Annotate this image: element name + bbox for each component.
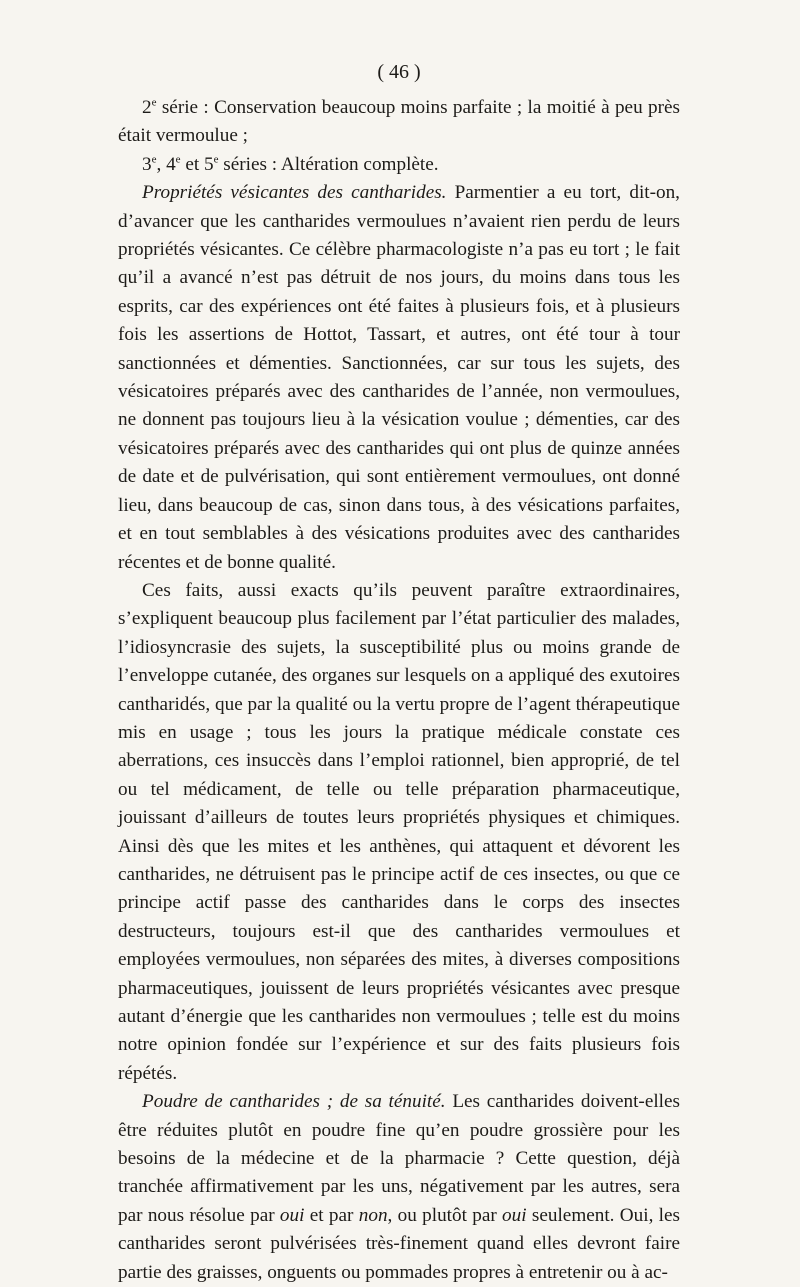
document-page	[118, 58, 680, 1287]
series-5-number: 5	[204, 153, 214, 175]
series-4-number: 4	[166, 153, 176, 175]
series-5-sup: e	[213, 153, 219, 166]
page-number: ( 46 )	[377, 61, 421, 83]
series-sep-1: ,	[156, 153, 167, 175]
powder-oui-1: oui	[279, 1204, 305, 1226]
series-2-text: série : Conservation beaucoup moins parfaite ; la moitié à peu près était vermoulue ;	[118, 97, 680, 147]
section-text-vesicant: Parmentier a eu tort, dit-on, d’avancer que les cantharides vermoulues n’avaient rien perdu de leurs propriétés vésicantes. Ce célèbre pharmacologiste n’a pas eu tort ; le fait qu’il a avancé n’est pas détruit de nos jours, du moins dans tous les esprits, car des expériences ont été faites à plusieurs fois, et à plusieurs fois les assertions de Hottot, Tassart, et autres, ont été tour à tour sanctionnées et démenties. Sanctionnées, car sur tous les sujets, des vésicatoires préparés avec des cantharides de l’année, non vermoulues, ne donnent pas toujours lieu à la vésication voulue ; démenties, car des vésicatoires préparés avec des cantharides qui ont plus de quinze années de date et de pulvérisation, qui sont entièrement vermoulues, ont donné lieu, dans beaucoup de cas, sinon dans tous, à des vésications parfaites, et en tout semblables à des vésications produites avec des cantharides récentes et de bonne qualité.	[118, 182, 680, 573]
series-2-sup: e	[151, 96, 157, 109]
series-sep-2: et	[180, 153, 205, 175]
section-heading-powder: Poudre de cantharides ; de sa ténuité.	[142, 1091, 446, 1113]
powder-non: non	[358, 1204, 388, 1226]
powder-oui-2: oui	[502, 1204, 527, 1226]
series-3-number: 3	[142, 153, 152, 175]
paragraph-powder	[118, 1088, 680, 1287]
series-345-text: séries : Altération complète.	[218, 153, 439, 175]
powder-text-a: Les cantharides doivent-elles être réduites plutôt en poudre fine qu’en poudre grossière pour les besoins de la médecine et de la pharmacie ? Cette question, déjà tranchée affirmativement par les uns, négativement par les autres, sera par nous résolue par	[118, 1091, 680, 1226]
section-heading-vesicant: Propriétés vésicantes des cantharides.	[142, 182, 447, 204]
series-2-number: 2	[142, 97, 152, 118]
powder-text-d: seulement. Oui, les cantharides seront pulvérisées très-finement quand elles devront faire partie des graisses, onguents ou pommades propres à entretenir ou à ac-	[118, 1204, 680, 1283]
series-345-line	[118, 151, 680, 179]
powder-text-c: , ou plutôt par	[387, 1204, 503, 1226]
section-text-facts: Ces faits, aussi exacts qu’ils peuvent paraître extraordinaires, s’expliquent beaucoup plus facilement par l’état particulier des malades, l’idiosyncrasie des sujets, la susceptibilité plus ou moins grande de l’enveloppe cutanée, des organes sur lesquels on a appliqué des exutoires cantharidés, que par la qualité ou la vertu propre de l’agent thérapeutique mis en usage ; tous les jours la pratique médicale constate ces aberrations, ces insuccès dans l’emploi rationnel, bien approprié, de tel ou tel médicament, de telle ou telle préparation pharmaceutique, jouissant d’ailleurs de toutes leurs propriétés physiques et chimiques. Ainsi dès que les mites et les anthènes, qui attaquent et dévorent les cantharides, ne détruisent pas le principe actif de ces insectes, ou que ce principe actif passe des cantharides dans le corps des insectes destructeurs, toujours est-il que des cantharides vermoulues et employées vermoulues, non séparées des mites, à diverses compositions pharmaceutiques, jouissent de leurs propriétés vésicantes avec presque autant d’énergie que les cantharides non vermoulues ; telle est du moins notre opinion fondée sur l’expérience et sur des faits plusieurs fois répétés.	[118, 579, 680, 1084]
paragraph-facts	[118, 577, 680, 1088]
series-4-sup: e	[175, 153, 181, 166]
series-2-line	[118, 94, 680, 151]
series-3-sup: e	[151, 153, 157, 166]
paragraph-vesicant-properties	[118, 179, 680, 577]
powder-text-b: et par	[304, 1204, 359, 1226]
